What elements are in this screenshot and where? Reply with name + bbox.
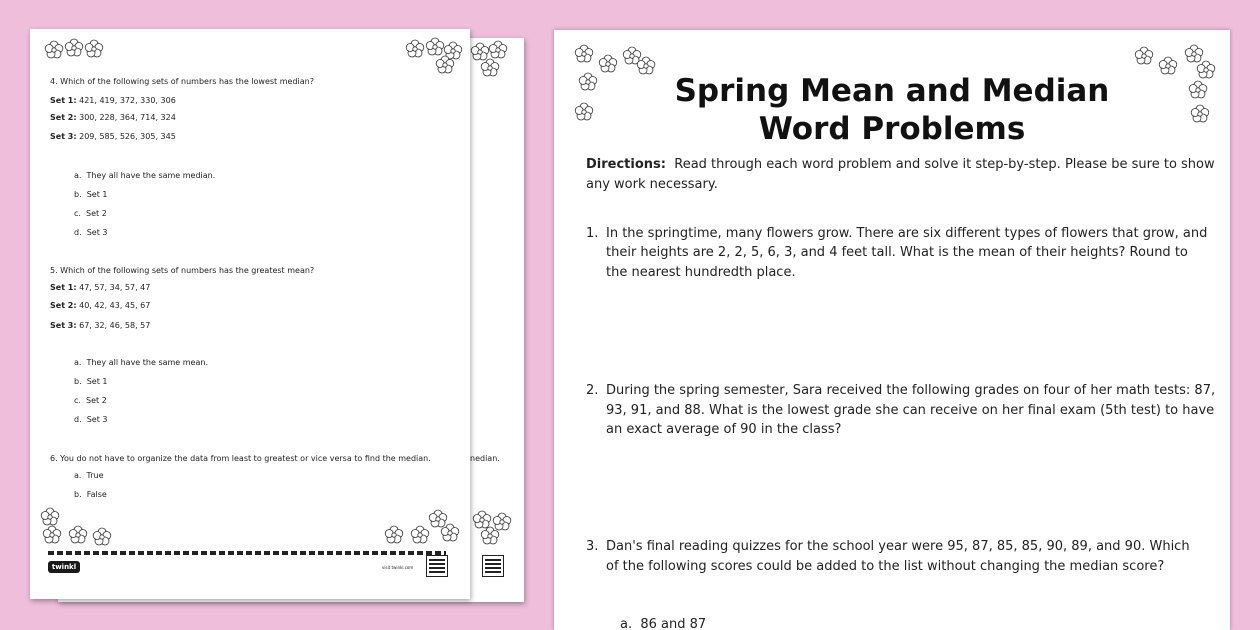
problem-1-number: 1.	[586, 226, 599, 241]
problem-3-line-1: Dan's final reading quizzes for the school year were 95, 87, 85, 85, 90, 89, and 90. Which	[606, 539, 1190, 554]
flower-decoration-icon	[468, 40, 518, 80]
flower-decoration-icon	[44, 37, 104, 63]
twinkl-logo: twinkl	[48, 561, 80, 573]
q6-option-a: a. True	[74, 471, 104, 480]
q5-option-c: c. Set 2	[74, 396, 107, 405]
q4-option-b: b. Set 1	[74, 190, 108, 199]
problem-3-number: 3.	[586, 539, 599, 554]
directions-line-1: Directions: Read through each word problem and solve it step-by-step. Please be sure to show	[586, 157, 1215, 172]
question-6: 6. You do not have to organize the data from least to greatest or vice versa to find the median.	[50, 454, 431, 463]
q4-option-d: d. Set 3	[74, 228, 108, 237]
q4-set-3: Set 3: 209, 585, 526, 305, 345	[50, 132, 176, 141]
problem-1-line-2: their heights are 2, 2, 5, 6, 3, and 4 feet tall. What is the mean of their heights? Round to	[606, 245, 1188, 260]
flower-decoration-icon	[470, 508, 520, 548]
q5-set-1: Set 1: 47, 57, 34, 57, 47	[50, 283, 151, 292]
page-title-line-1: Spring Mean and Median	[674, 73, 1110, 109]
qr-code-icon	[482, 555, 504, 577]
q5-option-a: a. They all have the same mean.	[74, 358, 208, 367]
flower-decoration-icon	[38, 507, 118, 547]
partial-text: nedian.	[470, 454, 500, 463]
problem-2-line-1: During the spring semester, Sara received the following grades on four of her math tests: 87,	[606, 383, 1216, 398]
problem-1-line-1: In the springtime, many flowers grow. There are six different types of flowers that grow, and	[606, 226, 1208, 241]
problem-3-option-a: a. 86 and 87	[620, 617, 707, 630]
worksheet-page	[30, 29, 470, 599]
flower-decoration-icon	[405, 37, 465, 75]
footer-divider	[48, 551, 446, 555]
q5-option-b: b. Set 1	[74, 377, 108, 386]
problem-2-line-3: an exact average of 90 in the class?	[606, 422, 842, 437]
q4-set-1: Set 1: 421, 419, 372, 330, 306	[50, 96, 176, 105]
footer-url: visit twinkl.com	[382, 565, 414, 570]
q4-option-a: a. They all have the same median.	[74, 171, 216, 180]
problem-2-line-2: 93, 91, and 88. What is the lowest grade she can receive on her final exam (5th test) to have	[606, 403, 1215, 418]
flower-decoration-icon	[380, 507, 460, 547]
problem-2-number: 2.	[586, 383, 599, 398]
page-title-line-2: Word Problems	[758, 111, 1026, 147]
q4-option-c: c. Set 2	[74, 209, 107, 218]
directions-line-2: any work necessary.	[586, 177, 718, 192]
q4-set-2: Set 2: 300, 228, 364, 714, 324	[50, 113, 176, 122]
qr-code-icon	[426, 555, 448, 577]
q5-option-d: d. Set 3	[74, 415, 108, 424]
main-worksheet-page	[554, 30, 1230, 630]
q6-option-b: b. False	[74, 490, 107, 499]
problem-1-line-3: the nearest hundredth place.	[606, 265, 796, 280]
question-4: 4. Which of the following sets of numbers has the lowest median?	[50, 77, 314, 86]
q5-set-2: Set 2: 40, 42, 43, 45, 67	[50, 301, 151, 310]
question-5: 5. Which of the following sets of numbers has the greatest mean?	[50, 266, 315, 275]
q5-set-3: Set 3: 67, 32, 46, 58, 57	[50, 321, 151, 330]
problem-3-line-2: of the following scores could be added to the list without changing the median score?	[606, 559, 1165, 574]
